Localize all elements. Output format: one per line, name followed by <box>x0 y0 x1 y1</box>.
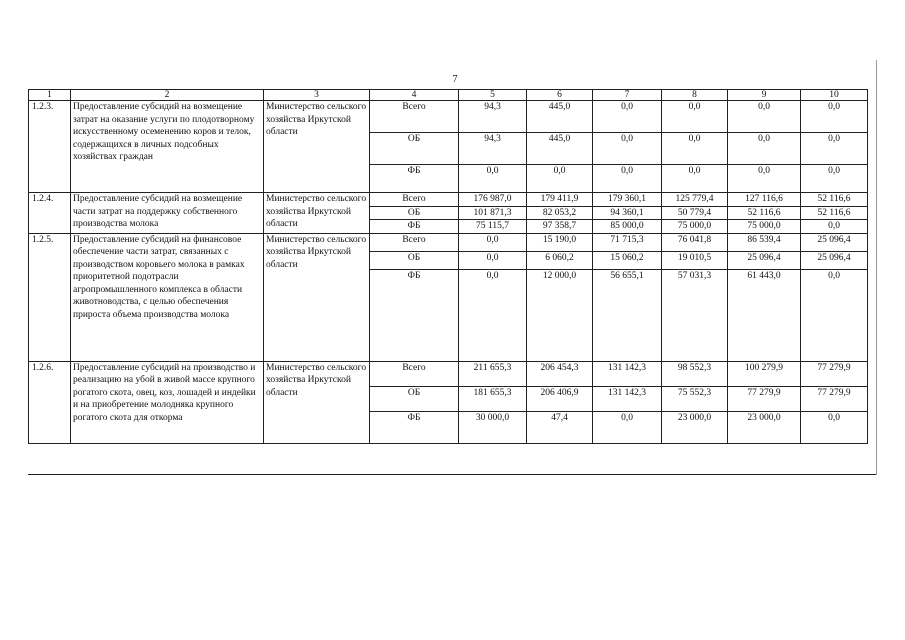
item-name: Предоставление субсидий на возмещение части затрат на поддержку собственного производства молока <box>71 193 264 234</box>
value-cell: 0,0 <box>459 165 527 193</box>
funding-source: ФБ <box>370 269 459 361</box>
value-cell: 15 060,2 <box>593 251 662 269</box>
funding-source: ОБ <box>370 133 459 165</box>
value-cell: 52 116,6 <box>801 193 868 207</box>
value-cell: 75 000,0 <box>728 220 801 234</box>
value-cell: 50 779,4 <box>662 206 728 220</box>
header-cell: 6 <box>527 90 593 101</box>
funding-source: ОБ <box>370 386 459 411</box>
header-cell: 8 <box>662 90 728 101</box>
value-cell: 100 279,9 <box>728 361 801 386</box>
page-frame-bottom <box>28 474 876 475</box>
value-cell: 0,0 <box>662 101 728 133</box>
value-cell: 0,0 <box>459 251 527 269</box>
value-cell: 30 000,0 <box>459 411 527 443</box>
table-row <box>29 361 868 386</box>
value-cell: 77 279,9 <box>801 386 868 411</box>
header-cell: 10 <box>801 90 868 101</box>
funding-source: ОБ <box>370 206 459 220</box>
value-cell: 94,3 <box>459 133 527 165</box>
value-cell: 52 116,6 <box>728 206 801 220</box>
value-cell: 181 655,3 <box>459 386 527 411</box>
value-cell: 15 190,0 <box>527 233 593 251</box>
page-number: 7 <box>452 74 458 85</box>
header-cell: 7 <box>593 90 662 101</box>
value-cell: 0,0 <box>728 101 801 133</box>
value-cell: 77 279,9 <box>728 386 801 411</box>
item-code: 1.2.5. <box>29 233 71 361</box>
value-cell: 75 552,3 <box>662 386 728 411</box>
value-cell: 98 552,3 <box>662 361 728 386</box>
value-cell: 0,0 <box>728 133 801 165</box>
value-cell: 0,0 <box>593 411 662 443</box>
value-cell: 211 655,3 <box>459 361 527 386</box>
item-executor: Министерство сельского хозяйства Иркутской области <box>264 233 370 361</box>
value-cell: 0,0 <box>801 269 868 361</box>
value-cell: 445,0 <box>527 101 593 133</box>
value-cell: 206 454,3 <box>527 361 593 386</box>
header-cell: 3 <box>264 90 370 101</box>
value-cell: 12 000,0 <box>527 269 593 361</box>
value-cell: 206 406,9 <box>527 386 593 411</box>
value-cell: 131 142,3 <box>593 361 662 386</box>
item-code: 1.2.4. <box>29 193 71 234</box>
funding-source: ФБ <box>370 220 459 234</box>
item-executor: Министерство сельского хозяйства Иркутской области <box>264 361 370 443</box>
value-cell: 76 041,8 <box>662 233 728 251</box>
table-row <box>29 193 868 207</box>
value-cell: 0,0 <box>662 133 728 165</box>
value-cell: 0,0 <box>801 411 868 443</box>
value-cell: 56 655,1 <box>593 269 662 361</box>
funding-source: ФБ <box>370 165 459 193</box>
value-cell: 61 443,0 <box>728 269 801 361</box>
value-cell: 127 116,6 <box>728 193 801 207</box>
value-cell: 0,0 <box>801 165 868 193</box>
value-cell: 19 010,5 <box>662 251 728 269</box>
page-frame-right <box>876 60 877 475</box>
header-cell: 2 <box>71 90 264 101</box>
header-cell: 5 <box>459 90 527 101</box>
value-cell: 445,0 <box>527 133 593 165</box>
value-cell: 47,4 <box>527 411 593 443</box>
value-cell: 75 115,7 <box>459 220 527 234</box>
item-executor: Министерство сельского хозяйства Иркутской области <box>264 101 370 193</box>
value-cell: 52 116,6 <box>801 206 868 220</box>
value-cell: 179 360,1 <box>593 193 662 207</box>
value-cell: 82 053,2 <box>527 206 593 220</box>
header-cell: 9 <box>728 90 801 101</box>
value-cell: 0,0 <box>728 165 801 193</box>
value-cell: 25 096,4 <box>801 251 868 269</box>
header-cell: 1 <box>29 90 71 101</box>
funding-source: Всего <box>370 193 459 207</box>
value-cell: 75 000,0 <box>662 220 728 234</box>
value-cell: 0,0 <box>593 165 662 193</box>
value-cell: 0,0 <box>662 165 728 193</box>
value-cell: 0,0 <box>593 133 662 165</box>
item-executor: Министерство сельского хозяйства Иркутской области <box>264 193 370 234</box>
funding-source: ФБ <box>370 411 459 443</box>
table-row <box>29 101 868 133</box>
item-code: 1.2.6. <box>29 361 71 443</box>
value-cell: 0,0 <box>801 220 868 234</box>
table-row <box>29 233 868 251</box>
value-cell: 0,0 <box>527 165 593 193</box>
value-cell: 0,0 <box>801 133 868 165</box>
item-name: Предоставление субсидий на финансовое обеспечение части затрат, связанных с производством коровьего молока в рамках приоритетной подотрасли агропромышленного комплекса в области животноводства, с целью обеспечения прироста объема производства молока <box>71 233 264 361</box>
funding-source: Всего <box>370 361 459 386</box>
value-cell: 94 360,1 <box>593 206 662 220</box>
value-cell: 57 031,3 <box>662 269 728 361</box>
value-cell: 77 279,9 <box>801 361 868 386</box>
value-cell: 25 096,4 <box>801 233 868 251</box>
value-cell: 23 000,0 <box>662 411 728 443</box>
item-name: Предоставление субсидий на производство и реализацию на убой в живой массе крупного рогатого скота, овец, коз, лошадей и индейки и на приобретение молодняка крупного рогатого скота для откорма <box>71 361 264 443</box>
funding-source: Всего <box>370 233 459 251</box>
item-name: Предоставление субсидий на возмещение затрат на оказание услуги по плодотворному искусственному осеменению коров и телок, содержащихся в личных подсобных хозяйствах граждан <box>71 101 264 193</box>
value-cell: 0,0 <box>459 269 527 361</box>
value-cell: 94,3 <box>459 101 527 133</box>
value-cell: 86 539,4 <box>728 233 801 251</box>
value-cell: 25 096,4 <box>728 251 801 269</box>
value-cell: 97 358,7 <box>527 220 593 234</box>
funding-source: Всего <box>370 101 459 133</box>
value-cell: 176 987,0 <box>459 193 527 207</box>
value-cell: 0,0 <box>459 233 527 251</box>
header-cell: 4 <box>370 90 459 101</box>
value-cell: 101 871,3 <box>459 206 527 220</box>
header-row <box>29 90 868 101</box>
value-cell: 71 715,3 <box>593 233 662 251</box>
value-cell: 6 060,2 <box>527 251 593 269</box>
budget-table <box>28 89 868 444</box>
value-cell: 0,0 <box>593 101 662 133</box>
funding-source: ОБ <box>370 251 459 269</box>
value-cell: 23 000,0 <box>728 411 801 443</box>
item-code: 1.2.3. <box>29 101 71 193</box>
value-cell: 125 779,4 <box>662 193 728 207</box>
value-cell: 0,0 <box>801 101 868 133</box>
value-cell: 131 142,3 <box>593 386 662 411</box>
value-cell: 179 411,9 <box>527 193 593 207</box>
value-cell: 85 000,0 <box>593 220 662 234</box>
